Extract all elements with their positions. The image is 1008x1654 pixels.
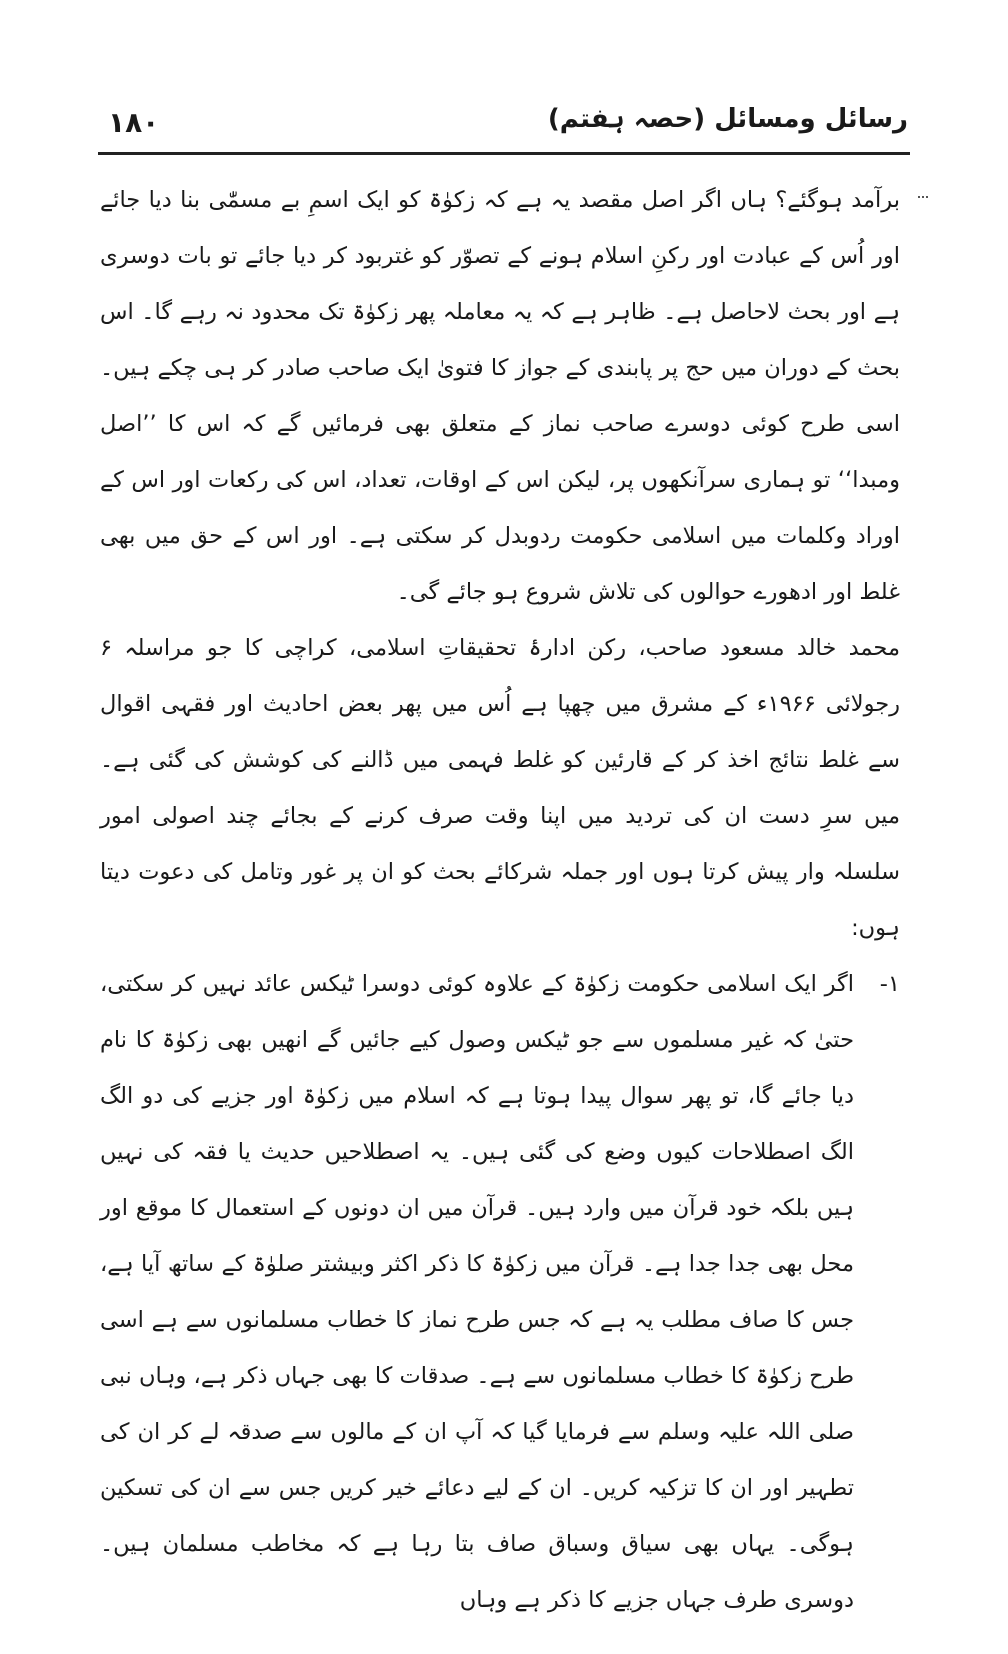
list-marker: ۱- (879, 971, 900, 997)
paragraph: برآمد ہوگئے؟ ہاں اگر اصل مقصد یہ ہے کہ زکوٰۃ کو ایک اسمِ بے مسمّٰی بنا دیا جائے اور اُس کے عبادت اور رکنِ اسلام ہونے کے تصوّر کو غتربود کر دیا جائے تو بات دوسری ہے اور بحث لاحاصل ہے۔ ظاہر ہے کہ یہ معاملہ پھر زکوٰۃ تک محدود نہ رہے گا۔ اس بحث کے دوران میں حج پر پابندی کے جواز کا فتویٰ ایک صاحب صادر کر ہی چکے ہیں۔ اسی طرح کوئی دوسرے صاحب نماز کے متعلق بھی فرمائیں گے کہ اس کا ’’اصل ومبدا‘‘ تو ہماری سرآنکھوں پر، لیکن اس کے اوقات، تعداد، اس کی رکعات اور اس کے اوراد وکلمات میں اسلامی حکومت ردوبدل کر سکتی ہے۔ اور اس کے حق میں بھی غلط اور ادھورے حوالوں کی تلاش شروع ہو جائے گی۔ (100, 187, 900, 605)
body-text (100, 172, 900, 1628)
running-title: رسائل ومسائل (حصہ ہفتم) (547, 104, 908, 134)
header-rule (98, 152, 910, 155)
margin-mark (918, 196, 928, 202)
page-header (108, 100, 908, 150)
list-item-text: اگر ایک اسلامی حکومت زکوٰۃ کے علاوہ کوئی دوسرا ٹیکس عائد نہیں کر سکتی، حتیٰ کہ غیر مسلموں سے جو ٹیکس وصول کیے جائیں گے انھیں بھی زکوٰۃ کا نام دیا جائے گا، تو پھر سوال پیدا ہوتا ہے کہ اسلام میں زکوٰۃ اور جزیے کی دو الگ الگ اصطلاحات کیوں وضع کی گئی ہیں۔ یہ اصطلاحیں حدیث یا فقہ کی نہیں ہیں بلکہ خود قرآن میں وارد ہیں۔ قرآن میں ان دونوں کے استعمال کا موقع اور محل بھی جدا جدا ہے۔ قرآن میں زکوٰۃ کا ذکر اکثر وبیشتر صلوٰۃ کے ساتھ آیا ہے، جس کا صاف مطلب یہ ہے کہ جس طرح نماز کا خطاب مسلمانوں سے ہے اسی طرح زکوٰۃ کا خطاب مسلمانوں سے ہے۔ صدقات کا بھی جہاں ذکر ہے، وہاں نبی صلی اللہ علیہ وسلم سے فرمایا گیا کہ آپ ان کے مالوں سے صدقہ لے کر ان کی تطہیر اور ان کا تزکیہ کریں۔ ان کے لیے دعائے خیر کریں جس سے ان کی تسکین ہوگی۔ یہاں بھی سیاق وسباق صاف بتا رہا ہے کہ مخاطب مسلمان ہیں۔ دوسری طرف جہاں جزیے کا ذکر ہے وہاں (100, 971, 854, 1613)
page-number: ۱۸۰ (108, 106, 160, 139)
paragraph: محمد خالد مسعود صاحب، رکن ادارۂ تحقیقاتِ اسلامی، کراچی کا جو مراسلہ ۶ رجولائی ۱۹۶۶ء کے مشرق میں چھپا ہے اُس میں پھر بعض احادیث اور فقہی اقوال سے غلط نتائج اخذ کر کے قارئین کو غلط فہمی میں ڈالنے کی کوشش کی گئی ہے۔ میں سرِ دست ان کی تردید میں اپنا وقت صرف کرنے کے بجائے چند اصولی امور سلسلہ وار پیش کرتا ہوں اور جملہ شرکائے بحث کو ان پر غور وتامل کی دعوت دیتا ہوں: (100, 635, 900, 941)
list-item (100, 956, 900, 1628)
